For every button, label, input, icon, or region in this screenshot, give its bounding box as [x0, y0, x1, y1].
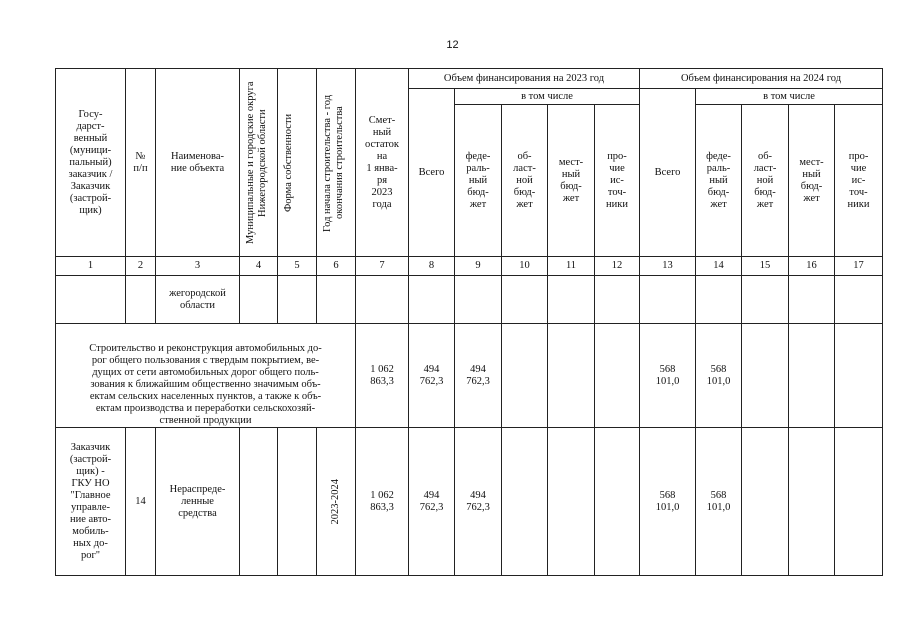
col-number: 8 [409, 257, 455, 276]
header-estimate-balance: Смет- ный остаток на 1 янва- ря 2023 года [356, 69, 409, 257]
item-number: 14 [126, 428, 156, 576]
header-federal-2024: феде- раль- ный бюд- жет [696, 105, 742, 257]
col-number: 13 [640, 257, 696, 276]
header-regional-2024: об- ласт- ной бюд- жет [742, 105, 789, 257]
col-number: 9 [455, 257, 502, 276]
col-number: 10 [502, 257, 548, 276]
table-row [56, 428, 883, 576]
header-object-name: Наименова- ние объекта [156, 69, 240, 257]
header-including-2023: в том числе [455, 89, 640, 105]
item-total-2024: 568 101,0 [640, 428, 696, 576]
header-federal-2023: феде- раль- ный бюд- жет [455, 105, 502, 257]
header-other-2024: про- чие ис- точ- ники [835, 105, 883, 257]
financing-table [55, 68, 883, 576]
col-number: 15 [742, 257, 789, 276]
item-federal-2023: 494 762,3 [455, 428, 502, 576]
section-estimate: 1 062 863,3 [356, 324, 409, 428]
item-federal-2024: 568 101,0 [696, 428, 742, 576]
header-financing-2024: Объем финансирования на 2024 год [640, 69, 883, 89]
header-municipal-districts: Муниципальные и городские округа Нижегородской области [240, 69, 278, 257]
header-other-2023: про- чие ис- точ- ники [595, 105, 640, 257]
section-total-2023: 494 762,3 [409, 324, 455, 428]
col-number: 11 [548, 257, 595, 276]
col-number: 3 [156, 257, 240, 276]
col-number: 4 [240, 257, 278, 276]
header-total-2024: Всего [640, 89, 696, 257]
item-years: 2023-2024 [317, 428, 356, 576]
header-total-2023: Всего [409, 89, 455, 257]
header-local-2023: мест- ный бюд- жет [548, 105, 595, 257]
header-financing-2023: Объем финансирования на 2023 год [409, 69, 640, 89]
col-number: 17 [835, 257, 883, 276]
col-number: 7 [356, 257, 409, 276]
item-object-name: Нераспреде- ленные средства [156, 428, 240, 576]
header-ownership-form: Форма собственности [278, 69, 317, 257]
col-number: 6 [317, 257, 356, 276]
item-total-2023: 494 762,3 [409, 428, 455, 576]
section-title: Строительство и реконструкция автомобильных до- рог общего пользования с твердым покрытием, ве- дущих от сети автомобильных дорог общего поль- зования к ближайшим общественно значимым объ- ектам сельских населенных пунктов, а также к объ- ектам производства и переработки сельскохозяй- ственной продукции [56, 324, 356, 428]
section-total-2024: 568 101,0 [640, 324, 696, 428]
header-customer: Госу- дарст- венный (муници- пальный) заказчик / Заказчик (застрой- щик) [56, 69, 126, 257]
header-including-2024: в том числе [696, 89, 883, 105]
section-row [56, 324, 883, 428]
col-number: 2 [126, 257, 156, 276]
header-construction-years: Год начала строительства - год окончания строительства [317, 69, 356, 257]
header-local-2024: мест- ный бюд- жет [789, 105, 835, 257]
section-federal-2023: 494 762,3 [455, 324, 502, 428]
col-number: 14 [696, 257, 742, 276]
page-number: 12 [446, 39, 459, 51]
section-federal-2024: 568 101,0 [696, 324, 742, 428]
col-number: 5 [278, 257, 317, 276]
header-number: № п/п [126, 69, 156, 257]
col-number: 1 [56, 257, 126, 276]
continuation-object-name: жегородской области [156, 276, 240, 324]
col-number: 12 [595, 257, 640, 276]
header-regional-2023: об- ласт- ной бюд- жет [502, 105, 548, 257]
continuation-row [56, 276, 883, 324]
item-estimate: 1 062 863,3 [356, 428, 409, 576]
item-customer: Заказчик (застрой- щик) - ГКУ НО "Главное управле- ние авто- мобиль- ных до- рог" [56, 428, 126, 576]
col-number: 16 [789, 257, 835, 276]
column-numbers-row [56, 257, 883, 276]
